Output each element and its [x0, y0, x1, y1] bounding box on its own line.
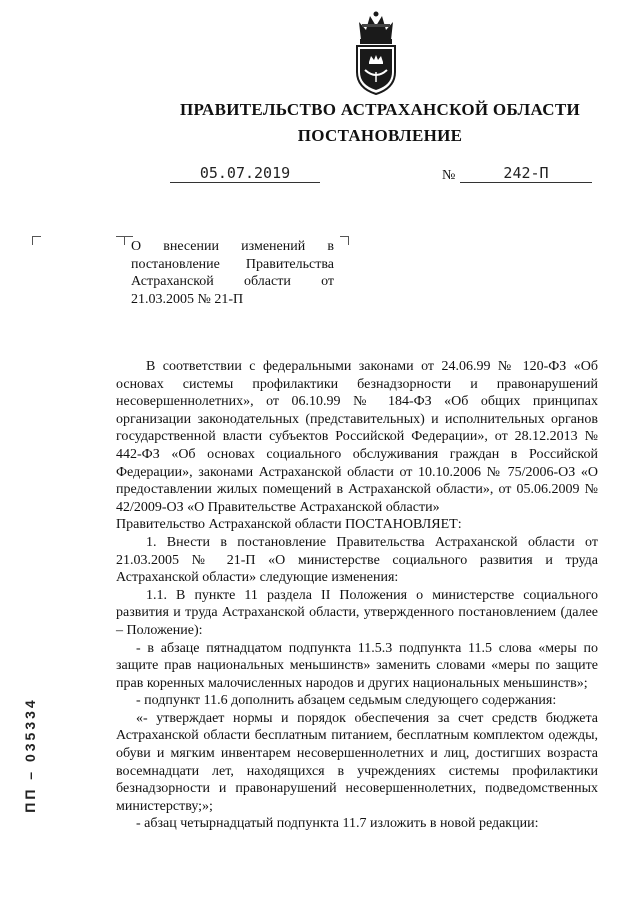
body-paragraph: В соответствии с федеральными законами от 24.06.99 № 120-ФЗ «Об основах системы профилактики безнадзорности и правонарушений несовершеннолетних», от 06.10.99 № 184-ФЗ «Об общих принципах организации законодательных (представительных) и исполнительных органов государственной власти субъектов Российской Федерации», от 28.12.2013 № 442-ФЗ «Об основах социального обслуживания граждан в Российской Федерации», законами Астраханской области от 10.10.2006 № 75/2006-ОЗ «О предоставлении жилых помещений в Астраханской области», от 05.06.2009 № 42/2009-ОЗ «О Правительстве Астраханской области»	[116, 359, 598, 515]
document-date: 05.07.2019	[170, 164, 320, 183]
government-title: ПРАВИТЕЛЬСТВО АСТРАХАНСКОЙ ОБЛАСТИ	[180, 100, 580, 119]
coat-of-arms-emblem	[349, 10, 403, 96]
body-paragraph: Правительство Астраханской области ПОСТАНОВЛЯЕТ:	[116, 517, 462, 533]
document-number: 242-П	[460, 164, 592, 183]
body-paragraph: «- утверждает нормы и порядок обеспечения за счет средств бюджета Астраханской области бесплатным питанием, бесплатным комплектом одежды, обуви и мягким инвентарем несовершеннолетних и лиц, достигших возраста восемнадцати лет, находящихся в учреждениях системы профилактики безнадзорности и правонарушений несовершеннолетних, подведомственных министерству;»;	[116, 710, 598, 814]
body-paragraph: - абзац четырнадцатый подпункта 11.7 изложить в новой редакции:	[136, 816, 539, 832]
document-body	[116, 358, 598, 833]
body-paragraph: 1. Внести в постановление Правительства Астраханской области от 21.03.2005 № 21-П «О министерстве социального развития и труда Астраханской области» следующие изменения:	[116, 534, 598, 586]
corner-mark	[340, 236, 349, 245]
body-paragraph: - подпункт 11.6 дополнить абзацем седьмым следующего содержания:	[136, 693, 557, 709]
document-subject: О внесении изменений в постановление Правительства Астраханской области от 21.03.2005 № 21-П	[131, 239, 334, 307]
serial-stamp	[20, 640, 40, 870]
corner-mark	[32, 236, 41, 245]
body-paragraph: 1.1. В пункте 11 раздела II Положения о министерстве социального развития и труда Астраханской области, утвержденного постановлением (далее – Положение):	[116, 587, 598, 638]
body-paragraph: - в абзаце пятнадцатом подпункта 11.5.3 подпункта 11.5 слова «меры по защите прав национальных меньшинств» заменить словами «меры по защите прав коренных малочисленных народов и других национальных меньшинств»;	[116, 640, 598, 691]
serial-number: ПП – 035334	[22, 697, 38, 813]
number-label: №	[442, 168, 456, 183]
document-type-title: ПОСТАНОВЛЕНИЕ	[297, 126, 463, 145]
